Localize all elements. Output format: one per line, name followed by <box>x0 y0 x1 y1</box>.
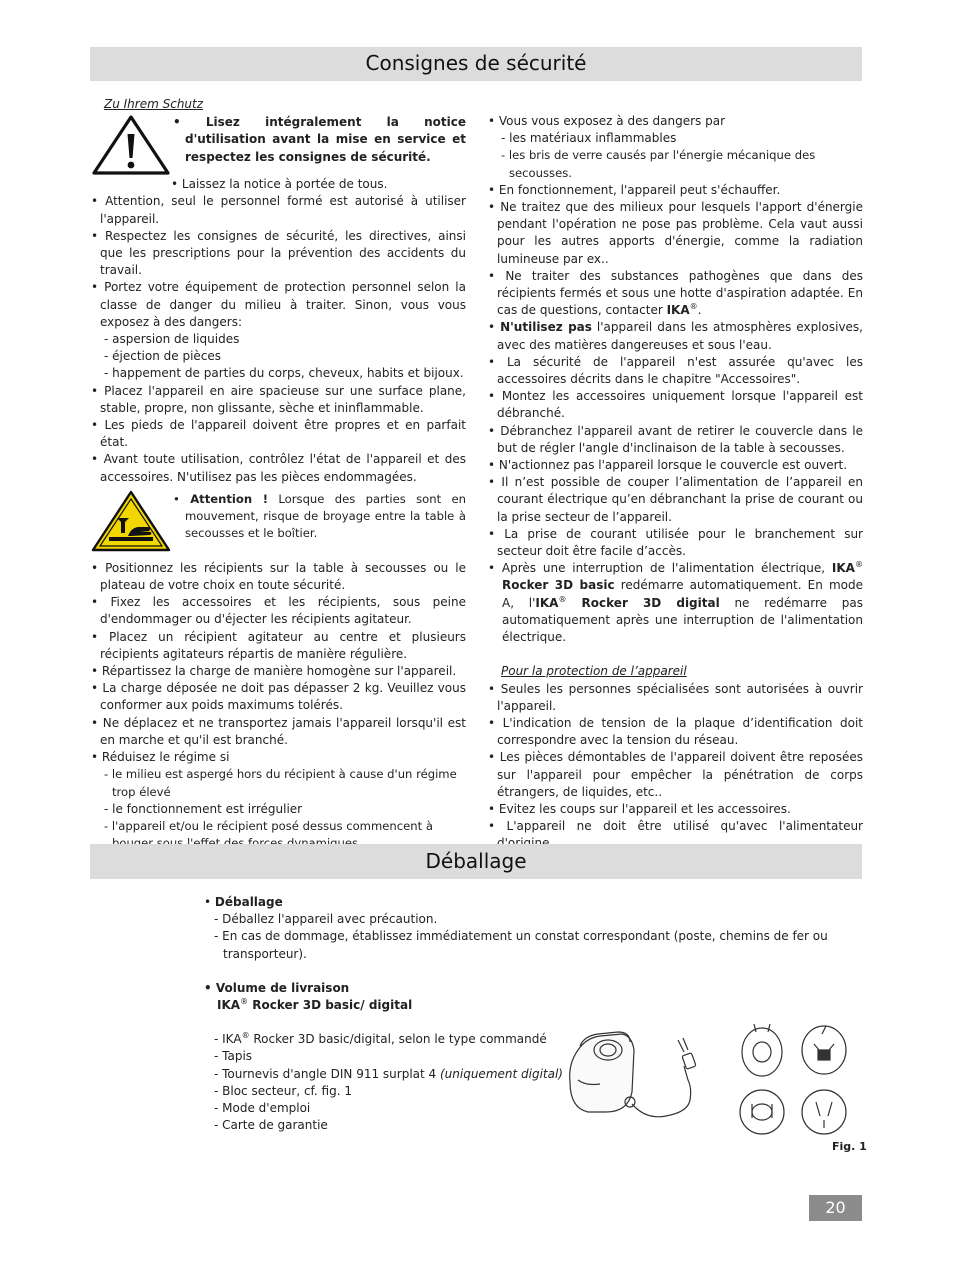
paragraph: • En fonctionnement, l'appareil peut s'échauffer. <box>488 182 863 199</box>
list-item: - Déballez l'appareil avec précaution. <box>214 912 438 927</box>
sub-item: - le milieu est aspergé hors du récipient à cause d'un régime trop élevé <box>104 767 457 799</box>
paragraph: • Ne traitez que des milieux pour lesquels l'apport d'énergie pendant l'opération ne pose pas problème. Cela vaut aussi pour les autres apports d'énergie, comme la radiation lumineuse par ex.. <box>488 199 863 268</box>
paragraph: • Positionnez les récipients sur la table à secousses ou le plateau de votre choix en toute sécurité. <box>91 560 466 594</box>
sub-item: - les bris de verre causés par l'énergie mécanique des secousses. <box>501 148 816 180</box>
paragraph: • N'utilisez pas l'appareil dans les atmosphères explosives, avec des matières dangereuses et sous l'eau. <box>488 319 863 353</box>
paragraph: • Laissez la notice à portée de tous. <box>171 176 466 193</box>
figure-caption: Fig. 1 <box>832 1140 867 1153</box>
paragraph: • Ne déplacez et ne transportez jamais l'appareil lorsqu'il est en marche et qu'il est branché. <box>91 715 466 749</box>
paragraph: • Les pieds de l'appareil doivent être propres et en parfait état. <box>91 417 466 451</box>
sub-item: - le fonctionnement est irrégulier <box>104 801 303 816</box>
paragraph: • L'appareil ne doit être utilisé qu'avec l'alimentateur <box>488 818 863 852</box>
paragraph: • Après une interruption de l'alimentation électrique, IKA® Rocker 3D basic redémarre automatiquement. En mode A, l'IKA® Rocker 3D digital ne redémarre pas automatiquement après une interruption de l'alimentation électrique. <box>488 560 863 646</box>
sub-item: - éjection de pièces <box>104 349 222 364</box>
section-title: Déballage <box>425 848 527 873</box>
power-adapter-illustration <box>566 1020 862 1138</box>
paragraph: • Ne traiter des substances pathogènes que dans des récipients fermés et sous une hotte d'aspiration adaptée. En cas de questions, contacter IKA®. <box>488 268 863 320</box>
subheading: • Déballage <box>204 895 283 909</box>
paragraph: • Les pièces démontables de l'appareil doivent être reposées sur l'appareil pour empêcher la pénétration de corps étrangers, de liquides, etc.. <box>488 749 863 801</box>
paragraph: • Avant toute utilisation, contrôlez l'état de l'appareil et des accessoires. N'utilisez pas les pièces endommagées. <box>91 451 466 485</box>
subheading: • Volume de livraison <box>204 980 350 995</box>
subheading: IKA® Rocker 3D basic/ digital <box>217 997 413 1013</box>
warning-block <box>91 114 466 176</box>
paragraph: • Portez votre équipement de protection personnel selon la classe de danger du milieu à traiter. Sinon, vous vous exposez à des dangers: <box>91 279 466 331</box>
list-item: - Tournevis d'angle DIN 911 surplat 4 (uniquement digital) <box>214 1066 563 1081</box>
section-header-safety <box>90 47 862 81</box>
section-header-unpacking <box>90 844 862 879</box>
paragraph: • Attention, seul le personnel formé est autorisé à utiliser l'appareil. <box>91 193 466 227</box>
warning-triangle-icon <box>91 114 171 176</box>
warning-text: • Lisez intégralement la notice d'utilisation avant la mise en service et respectez les consignes de sécurité. <box>173 114 466 166</box>
crush-warning-block <box>91 490 466 552</box>
sub-item: - happement de parties du corps, cheveux, habits et bijoux. <box>104 366 464 381</box>
paragraph: • Placez l'appareil en aire spacieuse sur une surface plane, stable, propre, non glissante, sèche et ininflammable. <box>91 383 466 417</box>
paragraph: • La sécurité de l'appareil n'est assurée qu'avec les accessoires décrits dans le chapitre "Accessoires". <box>488 354 863 388</box>
list-item: - Carte de garantie <box>214 1118 328 1133</box>
sub-item: - l'appareil et/ou le récipient posé dessus commencent à <box>104 818 433 833</box>
paragraph: • Réduisez le régime si <box>91 749 466 766</box>
list-item: - Mode d'emploi <box>214 1101 311 1116</box>
paragraph: • N'actionnez pas l'appareil lorsque le couvercle est ouvert. <box>488 457 863 474</box>
paragraph: • Seules les personnes spécialisées sont autorisées à ouvrir l'appareil. <box>488 681 863 715</box>
crush-hazard-icon <box>91 490 171 552</box>
paragraph: • Placez un récipient agitateur au centre et plusieurs récipients agitateurs répartis de manière régulière. <box>91 629 466 663</box>
paragraph: • La charge déposée ne doit pas dépasser 2 kg. Veuillez vous conformer aux poids maximums tolérés. <box>91 680 466 714</box>
left-column <box>91 96 466 870</box>
paragraph: • L'indication de tension de la plaque d’identification doit correspondre avec la tension du réseau. <box>488 715 863 749</box>
paragraph: • Il n’est possible de couper l’alimentation de l’appareil en courant électrique qu’en débranchant la prise de courant ou la prise secteur de l’appareil. <box>488 474 863 526</box>
list-item: - IKA® Rocker 3D basic/digital, selon le type commandé <box>214 1031 547 1047</box>
paragraph: • Débranchez l'appareil avant de retirer le couvercle dans le but de régler l'angle d'inclinaison de la table à secousses. <box>488 423 863 457</box>
right-column <box>488 113 863 853</box>
page-number: 20 <box>809 1195 862 1221</box>
paragraph: • Fixez les accessoires et les récipients, sous peine d'endommager ou d'éjecter les récipients agitateur. <box>91 594 466 628</box>
warning-text: • Attention ! Lorsque des parties sont en mouvement, risque de broyage entre la table à secousses et le boîtier. <box>173 491 466 543</box>
paragraph: • Répartissez la charge de manière homogène sur l'appareil. <box>91 663 466 680</box>
list-item: - En cas de dommage, établissez immédiatement un constat correspondant (poste, chemins de fer ou transporteur). <box>214 929 828 961</box>
caption: Zu Ihrem Schutz <box>104 97 204 111</box>
paragraph: • Evitez les coups sur l'appareil et les accessoires. <box>488 801 863 818</box>
list-item: - Bloc secteur, cf. fig. 1 <box>214 1083 352 1098</box>
sub-item: - aspersion de liquides <box>104 332 240 347</box>
paragraph: • Respectez les consignes de sécurité, les directives, ainsi que les prescriptions pour la prévention des accidents du travail. <box>91 228 466 280</box>
sub-item: - les matériaux inflammables <box>501 131 677 146</box>
caption: Pour la protection de l’appareil <box>501 664 687 679</box>
section-title: Consignes de sécurité <box>365 51 587 76</box>
paragraph: • Montez les accessoires uniquement lorsque l'appareil est débranché. <box>488 388 863 422</box>
paragraph: • La prise de courant utilisée pour le branchement sur secteur doit être facile d’accès. <box>488 526 863 560</box>
paragraph: • Vous vous exposez à des dangers par <box>488 113 863 130</box>
list-item: - Tapis <box>214 1049 253 1064</box>
